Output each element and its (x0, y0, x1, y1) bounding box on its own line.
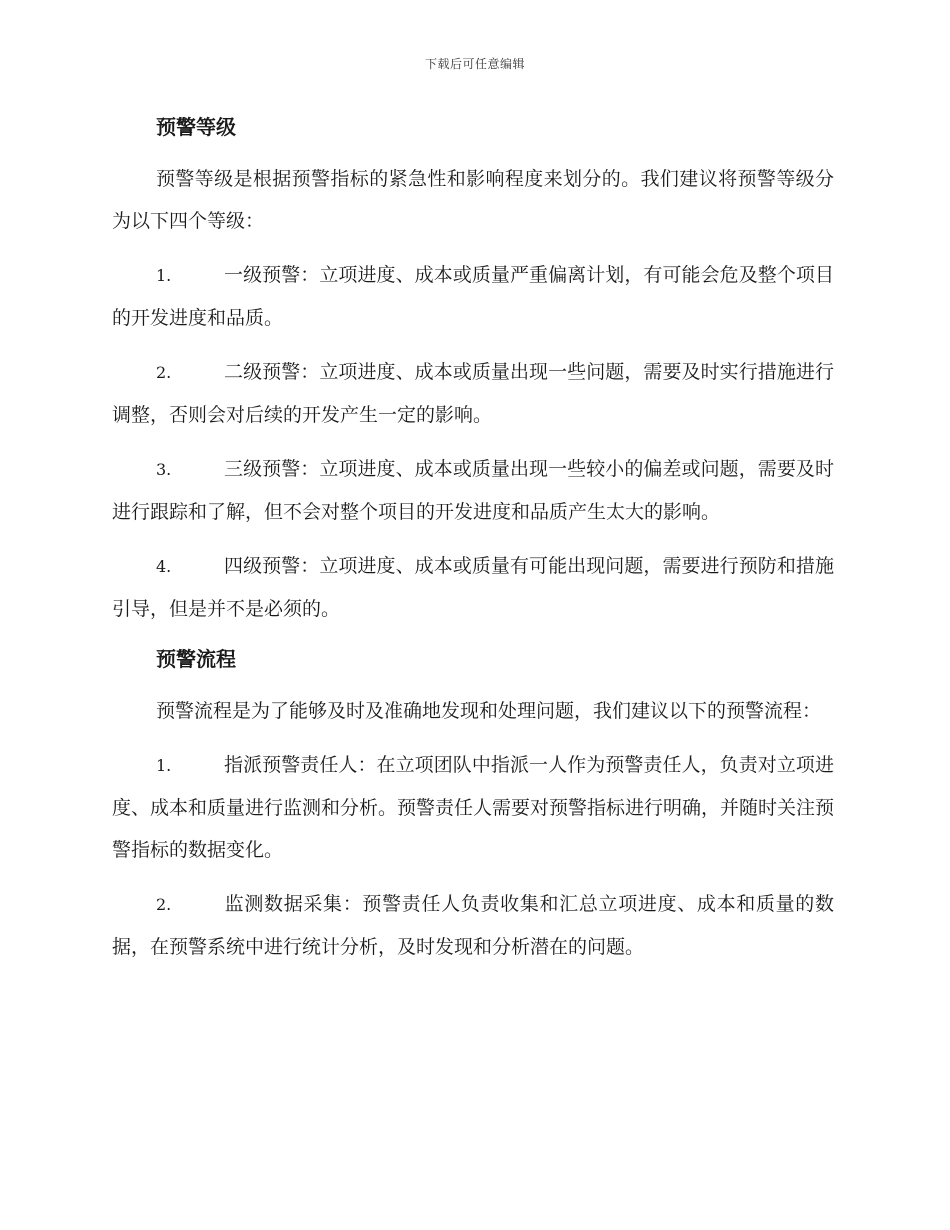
list-text: 监测数据采集：预警责任人负责收集和汇总立项进度、成本和质量的数据，在预警系统中进行统计分析，及时发现和分析潜在的问题。 (112, 893, 834, 958)
section-intro: 预警等级是根据预警指标的紧急性和影响程度来划分的。我们建议将预警等级分为以下四个等级： (112, 168, 834, 232)
section-warning-process (112, 642, 834, 968)
section-heading: 预警流程 (156, 647, 236, 671)
list-text: 四级预警：立项进度、成本或质量有可能出现问题，需要进行预防和措施引导，但是并不是必须的。 (112, 555, 834, 620)
list-item (112, 545, 834, 630)
page-header-note: 下载后可任意编辑 (424, 57, 525, 71)
section-heading: 预警等级 (156, 115, 236, 139)
list-number: 1. (156, 756, 172, 775)
section-warning-levels (112, 110, 834, 630)
list-item (112, 744, 834, 871)
list-text: 指派预警责任人：在立项团队中指派一人作为预警责任人，负责对立项进度、成本和质量进行监测和分析。预警责任人需要对预警指标进行明确，并随时关注预警指标的数据变化。 (112, 754, 835, 861)
list-number: 3. (156, 460, 172, 479)
section-intro: 预警流程是为了能够及时及准确地发现和处理问题，我们建议以下的预警流程： (156, 700, 822, 722)
list-number: 2. (156, 895, 172, 914)
list-number: 2. (156, 363, 172, 382)
list-number: 4. (156, 557, 172, 576)
list-item (112, 448, 834, 533)
list-item (112, 883, 834, 968)
list-item (112, 351, 834, 436)
list-item (112, 254, 834, 339)
document-body (112, 110, 834, 980)
list-number: 1. (156, 266, 172, 285)
list-text: 三级预警：立项进度、成本或质量出现一些较小的偏差或问题，需要及时进行跟踪和了解，但不会对整个项目的开发进度和品质产生太大的影响。 (112, 458, 834, 523)
list-text: 一级预警：立项进度、成本或质量严重偏离计划，有可能会危及整个项目的开发进度和品质。 (112, 264, 834, 329)
list-text: 二级预警：立项进度、成本或质量出现一些问题，需要及时实行措施进行调整，否则会对后续的开发产生一定的影响。 (112, 361, 834, 426)
